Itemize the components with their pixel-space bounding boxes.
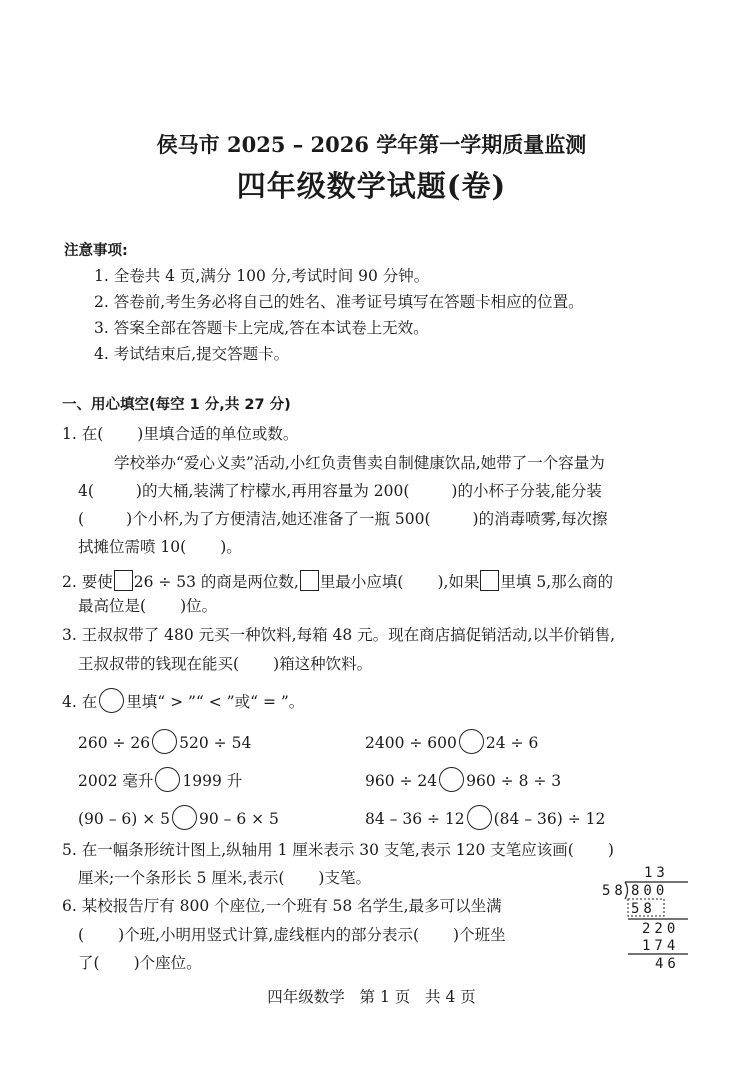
text: )里填合适的单位或数。: [137, 425, 299, 443]
text: 2. 要使: [62, 573, 113, 591]
text: 1. 在(: [62, 425, 104, 443]
text: 拭摊位需喷 10(: [78, 538, 187, 556]
division-quotient: 13: [644, 865, 669, 881]
text: 2002 毫升: [78, 772, 154, 790]
compare-item: [78, 729, 251, 754]
text: )的大桶,装满了柠檬水,再用容量为 200(: [135, 482, 410, 500]
division-divisor: 58: [602, 883, 627, 899]
page-footer: 四年级数学 第 1 页 共 4 页: [267, 988, 476, 1006]
text: (84 – 36) ÷ 12: [493, 810, 606, 828]
question-1-line: [78, 540, 242, 556]
circle-blank[interactable]: [467, 805, 492, 830]
text: 260 ÷ 26: [78, 734, 151, 752]
square-blank[interactable]: [300, 570, 319, 591]
text: )个小杯,为了方便清洁,她还准备了一瓶 500(: [126, 510, 431, 528]
division-step: 174: [642, 938, 680, 954]
compare-item: [365, 767, 561, 792]
text: 24 ÷ 6: [485, 734, 539, 752]
text: 了(: [78, 954, 100, 972]
compare-item: [78, 805, 279, 830]
text: )。: [220, 538, 242, 556]
question-5-line: [78, 871, 371, 887]
text: 960 ÷ 8 ÷ 3: [466, 772, 562, 790]
compare-item: [78, 767, 242, 792]
text: ),如果: [437, 573, 480, 591]
text: 里填 5,那么商的: [500, 573, 614, 591]
text: )个座位。: [133, 954, 202, 972]
circle-blank[interactable]: [172, 805, 197, 830]
text: 5. 在一幅条形统计图上,纵轴用 1 厘米表示 30 支笔,表示 120 支笔应该画(: [62, 841, 574, 859]
text: 90 – 6 × 5: [199, 810, 279, 828]
question-2-line: [78, 599, 217, 615]
question-1-line: [78, 484, 602, 500]
text: 里填“ > ”“ < ”或“ = ”。: [126, 693, 305, 711]
circle-blank[interactable]: [99, 688, 124, 713]
text: (: [78, 510, 85, 528]
text: )个班,小明用竖式计算,虚线框内的部分表示(: [118, 926, 420, 944]
text: 2400 ÷ 600: [365, 734, 457, 752]
question-4-stem: [62, 688, 304, 713]
text: 王叔叔带的钱现在能买(: [78, 655, 240, 673]
division-step: 220: [642, 921, 680, 937]
question-6-line: 6. 某校报告厅有 800 个座位,一个班有 58 名学生,最多可以坐满: [62, 897, 502, 915]
question-1-line: [78, 512, 608, 528]
circle-blank[interactable]: [155, 767, 180, 792]
notice-item: 4. 考试结束后,提交答题卡。: [94, 345, 290, 363]
question-2-line: [62, 570, 613, 591]
text: 1999 升: [182, 772, 243, 790]
text: )箱这种饮料。: [273, 655, 373, 673]
square-blank[interactable]: [480, 570, 499, 591]
division-remainder: 46: [655, 956, 680, 972]
text: 4. 在: [62, 693, 98, 711]
question-3-line: [78, 657, 372, 673]
text: 最高位是(: [78, 597, 147, 615]
question-1-stem: [62, 427, 298, 443]
exam-header-line1: 侯马市 2025 – 2026 学年第一学期质量监测: [156, 132, 587, 157]
question-1-line: 学校举办“爱心义卖”活动,小红负责售卖自制健康饮品,她带了一个容量为: [114, 454, 605, 472]
circle-blank[interactable]: [459, 729, 484, 754]
notice-item: 2. 答卷前,考生务必将自己的姓名、准考证号填写在答题卡相应的位置。: [94, 293, 584, 311]
text: )的消毒喷雾,每次擦: [472, 510, 608, 528]
text: (: [78, 926, 85, 944]
question-6-line: [78, 956, 202, 972]
text: 4(: [78, 482, 94, 500]
text: 厘米;一个条形长 5 厘米,表示(: [78, 869, 285, 887]
text: )的小杯子分装,能分装: [451, 482, 602, 500]
notice-title: 注意事项:: [64, 243, 128, 259]
notice-item: 1. 全卷共 4 页,满分 100 分,考试时间 90 分钟。: [94, 267, 430, 285]
exam-title: 四年级数学试题(卷): [236, 169, 507, 203]
circle-blank[interactable]: [152, 729, 177, 754]
division-step: 58: [631, 901, 656, 917]
text: 960 ÷ 24: [365, 772, 438, 790]
question-3-line: 3. 王叔叔带了 480 元买一种饮料,每箱 48 元。现在商店搞促销活动,以半价销售,: [62, 626, 616, 644]
text: (90 – 6) × 5: [78, 810, 170, 828]
text: 26 ÷ 53 的商是两位数,: [133, 573, 299, 591]
text: 84 – 36 ÷ 12: [365, 810, 465, 828]
compare-item: [365, 805, 605, 830]
compare-item: [365, 729, 538, 754]
notice-item: 3. 答案全部在答题卡上完成,答在本试卷上无效。: [94, 319, 429, 337]
question-6-line: [78, 928, 506, 944]
text: )支笔。: [318, 869, 371, 887]
long-division-diagram: [600, 866, 695, 976]
text: ): [607, 841, 614, 859]
section-title: 一、用心填空(每空 1 分,共 27 分): [62, 397, 291, 413]
text: 里最小应填(: [319, 573, 404, 591]
text: )个班坐: [453, 926, 506, 944]
text: 520 ÷ 54: [179, 734, 252, 752]
square-blank[interactable]: [114, 570, 133, 591]
division-dividend: 800: [631, 883, 669, 899]
circle-blank[interactable]: [439, 767, 464, 792]
question-5-line: [62, 843, 614, 859]
text: )位。: [180, 597, 218, 615]
